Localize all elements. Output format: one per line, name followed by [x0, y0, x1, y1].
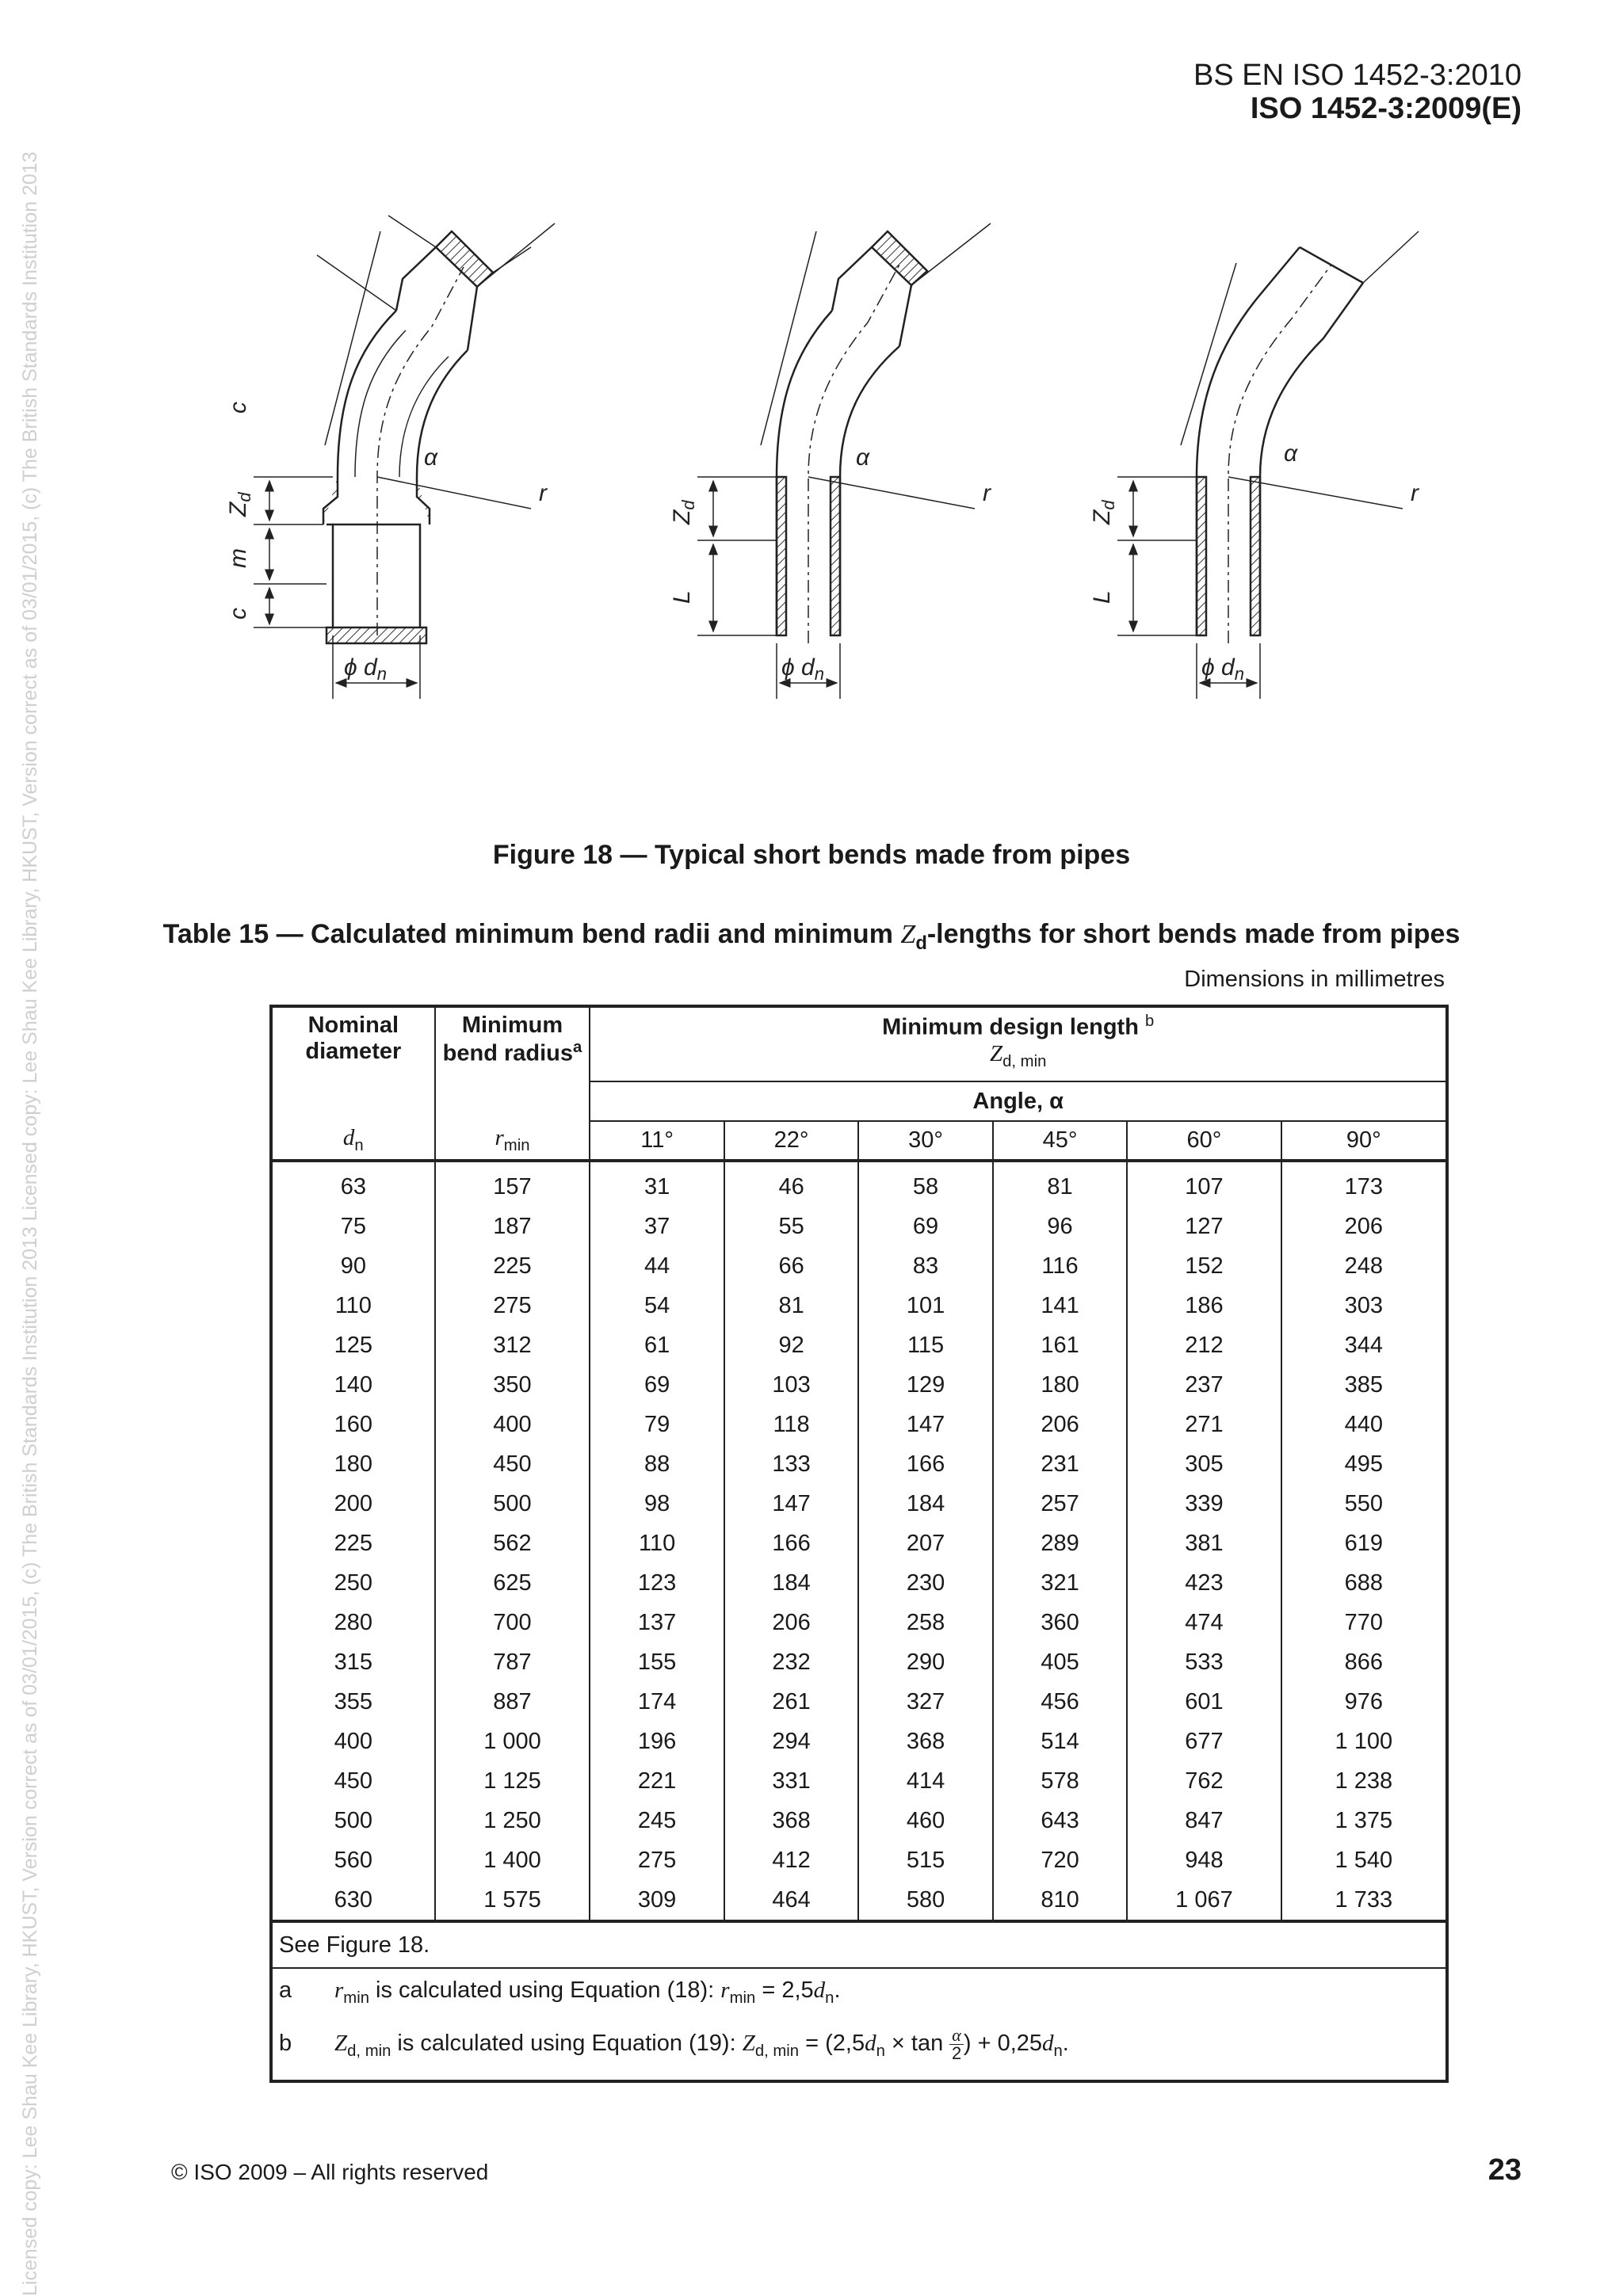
bend-drawing-mixed — [697, 223, 991, 699]
label-r-1: r — [539, 480, 547, 506]
label-alpha-3: α — [1284, 441, 1298, 467]
footnote-b-fraction — [949, 2024, 964, 2063]
table-cell: 1 540 — [1335, 1847, 1393, 1873]
table-cell: 137 — [590, 1603, 724, 1642]
footnote-a-eq-r: r — [720, 1978, 730, 2004]
table-row — [271, 1642, 1447, 1682]
table-cell: 44 — [590, 1246, 724, 1286]
angle-45: 45° — [993, 1121, 1127, 1161]
table-cell: 474 — [1127, 1603, 1281, 1642]
table-cell: 810 — [993, 1880, 1127, 1921]
table-cell: 147 — [724, 1484, 858, 1524]
page-number: 23 — [1487, 2153, 1522, 2187]
standard-id-line1: BS EN ISO 1452-3:2010 — [1193, 59, 1522, 92]
footnote-a-eq-rest: = 2,5 — [755, 1978, 814, 2004]
table-cell: 625 — [435, 1563, 590, 1603]
angle-60: 60° — [1127, 1121, 1281, 1161]
col-header-nominal-diameter: Nominal diameter — [271, 1006, 435, 1121]
table-cell: 450 — [271, 1761, 435, 1801]
table-cell: 186 — [1127, 1286, 1281, 1325]
table-cell: 550 — [1344, 1490, 1384, 1516]
label-alpha-1: α — [424, 444, 438, 471]
label-zd-subscript: d — [1098, 500, 1118, 510]
table-row — [271, 1524, 1447, 1563]
label-dn-subscript: n — [1234, 664, 1244, 684]
angle-90: 90° — [1281, 1121, 1447, 1161]
table-cell: 96 — [993, 1207, 1127, 1246]
table-cell: 350 — [435, 1365, 590, 1405]
col-header-note-a: a — [573, 1039, 582, 1056]
table-cell: 1 125 — [435, 1761, 590, 1801]
table-cell: 245 — [590, 1801, 724, 1840]
table-cell: 355 — [271, 1682, 435, 1722]
table-row — [271, 1682, 1447, 1722]
table-cell: 161 — [993, 1325, 1127, 1365]
label-l-2: L — [669, 590, 695, 604]
table-cell: 125 — [271, 1325, 435, 1365]
table-cell: 1 733 — [1335, 1886, 1393, 1913]
label-alpha-2: α — [856, 444, 870, 471]
table-title-suffix: -lengths for short bends made from pipes — [926, 919, 1461, 949]
table-cell: 580 — [858, 1880, 992, 1921]
label-dn-2: ϕ $d_n$ — [781, 654, 824, 684]
table-cell: 107 — [1127, 1161, 1281, 1207]
table-cell: 81 — [993, 1161, 1127, 1207]
label-zd-3: $Z_d$ — [1089, 500, 1118, 524]
table-cell: 515 — [858, 1840, 992, 1880]
group-header-design-length — [590, 1006, 1447, 1081]
angle-22: 22° — [724, 1121, 858, 1161]
table-cell: 231 — [993, 1444, 1127, 1484]
table-cell: 157 — [435, 1161, 590, 1207]
bend-radii-table — [269, 1005, 1449, 2083]
table-cell: 412 — [724, 1840, 858, 1880]
symbol-dn — [271, 1121, 435, 1161]
table-cell: 578 — [993, 1761, 1127, 1801]
table-cell: 184 — [858, 1484, 992, 1524]
table-title — [0, 919, 1623, 955]
table-cell: 79 — [590, 1405, 724, 1444]
copyright-footer: © ISO 2009 – All rights reserved — [171, 2160, 489, 2184]
table-cell: 248 — [1344, 1253, 1384, 1279]
table-cell: 58 — [858, 1161, 992, 1207]
table-cell: 315 — [271, 1642, 435, 1682]
table-cell: 400 — [435, 1405, 590, 1444]
angle-header: Angle, α — [972, 1088, 1064, 1114]
table-cell: 206 — [724, 1603, 858, 1642]
table-cell: 976 — [1344, 1688, 1384, 1714]
footnote-a-mark: a — [279, 1978, 292, 2004]
table-cell: 92 — [724, 1325, 858, 1365]
table-cell: 232 — [724, 1642, 858, 1682]
table-cell: 560 — [271, 1840, 435, 1880]
table-cell: 75 — [271, 1207, 435, 1246]
table-cell: 61 — [590, 1325, 724, 1365]
table-row — [271, 1880, 1447, 1921]
table-cell: 381 — [1127, 1524, 1281, 1563]
table-row — [271, 1246, 1447, 1286]
table-title-prefix: Table 15 — Calculated minimum bend radii and minimum — [162, 919, 901, 949]
table-cell: 280 — [271, 1603, 435, 1642]
table-cell: 250 — [271, 1563, 435, 1603]
table-cell: 155 — [590, 1642, 724, 1682]
table-cell: 271 — [1127, 1405, 1281, 1444]
table-cell: 174 — [590, 1682, 724, 1722]
table-cell: 309 — [590, 1880, 724, 1921]
label-m-1: m — [225, 548, 251, 568]
table-cell: 290 — [858, 1642, 992, 1682]
footnote-b — [271, 2016, 1447, 2081]
symbol-rmin-main: r — [495, 1125, 504, 1151]
figure-18-drawing — [225, 208, 1474, 810]
table-cell: 643 — [993, 1801, 1127, 1840]
fraction-numerator: α — [949, 2027, 964, 2045]
table-cell: 495 — [1344, 1451, 1384, 1477]
table-cell: 225 — [435, 1246, 590, 1286]
fraction-denominator: 2 — [951, 2042, 962, 2063]
table-cell: 221 — [590, 1761, 724, 1801]
table-cell: 514 — [993, 1722, 1127, 1761]
table-cell: 303 — [1344, 1292, 1384, 1318]
table-cell: 160 — [271, 1405, 435, 1444]
table-cell: 237 — [1127, 1365, 1281, 1405]
table-cell: 1 375 — [1335, 1807, 1393, 1833]
table-cell: 331 — [724, 1761, 858, 1801]
table-row — [271, 1444, 1447, 1484]
footnote-b-eq-rest3: ) + 0,25 — [963, 2030, 1043, 2056]
table-cell: 275 — [590, 1840, 724, 1880]
footnote-b-eq-d-sub: n — [876, 2042, 885, 2060]
table-cell: 129 — [858, 1365, 992, 1405]
table-cell: 196 — [590, 1722, 724, 1761]
table-cell: 123 — [590, 1563, 724, 1603]
table-cell: 294 — [724, 1722, 858, 1761]
symbol-rmin-sub: min — [503, 1136, 530, 1154]
label-dn-1: ϕ $d_n$ — [344, 654, 387, 684]
table-cell: 118 — [724, 1405, 858, 1444]
table-cell: 339 — [1127, 1484, 1281, 1524]
table-cell: 312 — [435, 1325, 590, 1365]
label-zd-1: $Z_d$ — [225, 492, 254, 517]
symbol-dn-main: d — [342, 1125, 355, 1151]
footnote-a-r-sub: min — [343, 1989, 369, 2007]
table-cell: 257 — [993, 1484, 1127, 1524]
label-c-1: c — [225, 608, 251, 620]
table-cell: 54 — [590, 1286, 724, 1325]
group-header-note-b: b — [1144, 1013, 1155, 1030]
footnote-b-rest: is calculated using Equation (19): — [391, 2030, 743, 2056]
dimensions-note: Dimensions in millimetres — [1184, 967, 1445, 992]
table-cell: 321 — [993, 1563, 1127, 1603]
table-cell: 101 — [858, 1286, 992, 1325]
angle-30: 30° — [858, 1121, 992, 1161]
table-cell: 116 — [993, 1246, 1127, 1286]
table-cell: 423 — [1127, 1563, 1281, 1603]
table-cell: 1 250 — [435, 1801, 590, 1840]
table-row — [271, 1801, 1447, 1840]
footnote-a-eq-d-sub: n — [825, 1989, 834, 2007]
col-header-min-bend-radius — [435, 1006, 590, 1121]
table-cell: 385 — [1344, 1371, 1384, 1398]
table-cell: 601 — [1127, 1682, 1281, 1722]
table-cell: 562 — [435, 1524, 590, 1563]
table-cell: 31 — [590, 1161, 724, 1207]
footnote-b-eq-d2-sub: n — [1053, 2042, 1063, 2060]
bend-drawing-socketed — [254, 215, 555, 699]
label-r-2: r — [983, 480, 991, 506]
table-cell: 405 — [993, 1642, 1127, 1682]
table-cell: 180 — [271, 1444, 435, 1484]
footnote-b-end: . — [1062, 2030, 1069, 2056]
table-cell: 230 — [858, 1563, 992, 1603]
table-cell: 69 — [590, 1365, 724, 1405]
table-cell: 630 — [271, 1880, 435, 1921]
group-header-symbol-sub: d, min — [1002, 1052, 1047, 1070]
table-cell: 147 — [858, 1405, 992, 1444]
table-title-sub: d — [915, 932, 927, 954]
footnote-b-z: Z — [334, 2030, 348, 2056]
table-cell: 206 — [1344, 1213, 1384, 1239]
table-cell: 66 — [724, 1246, 858, 1286]
table-cell: 414 — [858, 1761, 992, 1801]
table-cell: 688 — [1344, 1569, 1384, 1596]
table-row — [271, 1484, 1447, 1524]
table-row — [271, 1405, 1447, 1444]
footnote-b-eq-z-sub: d, min — [754, 2042, 800, 2060]
table-cell: 212 — [1127, 1325, 1281, 1365]
table-cell: 180 — [993, 1365, 1127, 1405]
table-cell: 46 — [724, 1161, 858, 1207]
label-l-3: L — [1089, 590, 1115, 604]
table-cell: 400 — [271, 1722, 435, 1761]
table-cell: 37 — [590, 1207, 724, 1246]
symbol-rmin — [435, 1121, 590, 1161]
table-cell: 110 — [590, 1524, 724, 1563]
footnote-a-eq-d: d — [813, 1978, 826, 2004]
table-cell: 460 — [858, 1801, 992, 1840]
table-cell: 344 — [1344, 1332, 1384, 1358]
table-body — [271, 1161, 1447, 1921]
table-cell: 948 — [1127, 1840, 1281, 1880]
table-cell: 289 — [993, 1524, 1127, 1563]
table-row — [271, 1325, 1447, 1365]
table-cell: 677 — [1127, 1722, 1281, 1761]
table-cell: 770 — [1344, 1609, 1384, 1635]
footnote-b-mark: b — [279, 2030, 292, 2056]
table-cell: 166 — [858, 1444, 992, 1484]
footnote-b-eq-z: Z — [742, 2030, 755, 2056]
table-cell: 275 — [435, 1286, 590, 1325]
label-dn-subscript: n — [376, 664, 387, 684]
table-cell: 762 — [1127, 1761, 1281, 1801]
table-row — [271, 1286, 1447, 1325]
table-cell: 1 100 — [1335, 1728, 1393, 1754]
table-title-z: Z — [900, 920, 916, 949]
table-cell: 225 — [271, 1524, 435, 1563]
table-cell: 866 — [1344, 1649, 1384, 1675]
table-cell: 1 400 — [435, 1840, 590, 1880]
footnote-a-r: r — [334, 1978, 344, 2004]
table-row — [271, 1161, 1447, 1207]
table-cell: 88 — [590, 1444, 724, 1484]
table-cell: 184 — [724, 1563, 858, 1603]
table-cell: 140 — [271, 1365, 435, 1405]
footnote-b-z-sub: d, min — [347, 2042, 391, 2060]
table-row — [271, 1840, 1447, 1880]
table-cell: 440 — [1344, 1411, 1384, 1437]
label-r-3: r — [1411, 480, 1419, 506]
angle-11: 11° — [590, 1121, 724, 1161]
group-header-symbol: Z — [989, 1040, 1003, 1066]
table-cell: 261 — [724, 1682, 858, 1722]
footnote-b-eq-rest1: = (2,5 — [799, 2030, 865, 2056]
table-cell: 1 000 — [435, 1722, 590, 1761]
label-dn-3: ϕ $d_n$ — [1201, 654, 1244, 684]
table-cell: 500 — [271, 1801, 435, 1840]
table-cell: 115 — [858, 1325, 992, 1365]
watermark-text: Licensed copy: Lee Shau Kee Library, HKUST, Version correct as of 03/01/2015, (c) The British Standards Institution 2013 Licensed copy: Lee Shau Kee Library, HKUST, Version correct as of 03/01/2015, (c) The British Standards Institution 2013 — [19, 151, 41, 2296]
table-cell: 368 — [858, 1722, 992, 1761]
table-row — [271, 1761, 1447, 1801]
table-cell: 456 — [993, 1682, 1127, 1722]
table-cell: 464 — [724, 1880, 858, 1921]
footnote-a — [271, 1968, 1447, 2016]
table-cell: 187 — [435, 1207, 590, 1246]
footnote-b-eq-d: d — [865, 2030, 876, 2056]
table-cell: 110 — [271, 1286, 435, 1325]
footnote-a-rest: is calculated using Equation (18): — [369, 1978, 721, 2004]
col-header-min-bend-radius-text: Minimum bend radius — [442, 1013, 574, 1066]
table-cell: 173 — [1344, 1173, 1384, 1199]
table-cell: 83 — [858, 1246, 992, 1286]
table-row — [271, 1563, 1447, 1603]
table-cell: 1 238 — [1335, 1768, 1393, 1794]
footnote-b-eq-d2: d — [1042, 2030, 1054, 2056]
label-dn-subscript: n — [814, 664, 824, 684]
table-cell: 81 — [724, 1286, 858, 1325]
table-cell: 1 575 — [435, 1880, 590, 1921]
table-cell: 700 — [435, 1603, 590, 1642]
table-cell: 127 — [1127, 1207, 1281, 1246]
table-cell: 887 — [435, 1682, 590, 1722]
table-cell: 360 — [993, 1603, 1127, 1642]
table-cell: 69 — [858, 1207, 992, 1246]
table-cell: 533 — [1127, 1642, 1281, 1682]
table-row — [271, 1603, 1447, 1642]
label-c-top-1: c — [225, 402, 251, 414]
bend-drawing-plain — [1117, 231, 1419, 699]
label-zd-subscript: d — [235, 492, 254, 502]
table-row — [271, 1722, 1447, 1761]
table-cell: 327 — [858, 1682, 992, 1722]
footnote-b-eq-rest2: × tan — [884, 2030, 950, 2056]
table-row — [271, 1365, 1447, 1405]
table-cell: 63 — [271, 1161, 435, 1207]
table-cell: 98 — [590, 1484, 724, 1524]
table-cell: 133 — [724, 1444, 858, 1484]
table-cell: 206 — [993, 1405, 1127, 1444]
table-cell: 90 — [271, 1246, 435, 1286]
side-watermark — [0, 0, 41, 2296]
group-header-text: Minimum design length — [882, 1014, 1139, 1040]
table-cell: 847 — [1127, 1801, 1281, 1840]
table-cell: 166 — [724, 1524, 858, 1563]
table-row — [271, 1207, 1447, 1246]
footnote-a-eq-r-sub: min — [729, 1989, 756, 2007]
table-cell: 1 067 — [1127, 1880, 1281, 1921]
table-cell: 368 — [724, 1801, 858, 1840]
see-figure-note: See Figure 18. — [279, 1932, 430, 1958]
standard-id-line2: ISO 1452-3:2009(E) — [1250, 92, 1522, 125]
table-cell: 200 — [271, 1484, 435, 1524]
table-cell: 152 — [1127, 1246, 1281, 1286]
table-cell: 55 — [724, 1207, 858, 1246]
table-cell: 141 — [993, 1286, 1127, 1325]
table-cell: 207 — [858, 1524, 992, 1563]
table-cell: 258 — [858, 1603, 992, 1642]
table-cell: 720 — [993, 1840, 1127, 1880]
label-zd-2: $Z_d$ — [669, 500, 698, 524]
table-cell: 450 — [435, 1444, 590, 1484]
label-zd-subscript: d — [678, 500, 698, 510]
table-cell: 500 — [435, 1484, 590, 1524]
footnote-a-end: . — [834, 1978, 841, 2004]
figure-caption: Figure 18 — Typical short bends made from pipes — [492, 840, 1131, 870]
table-cell: 787 — [435, 1642, 590, 1682]
table-cell: 305 — [1127, 1444, 1281, 1484]
table-cell: 103 — [724, 1365, 858, 1405]
symbol-dn-sub: n — [354, 1136, 364, 1154]
table-cell: 619 — [1344, 1530, 1384, 1556]
